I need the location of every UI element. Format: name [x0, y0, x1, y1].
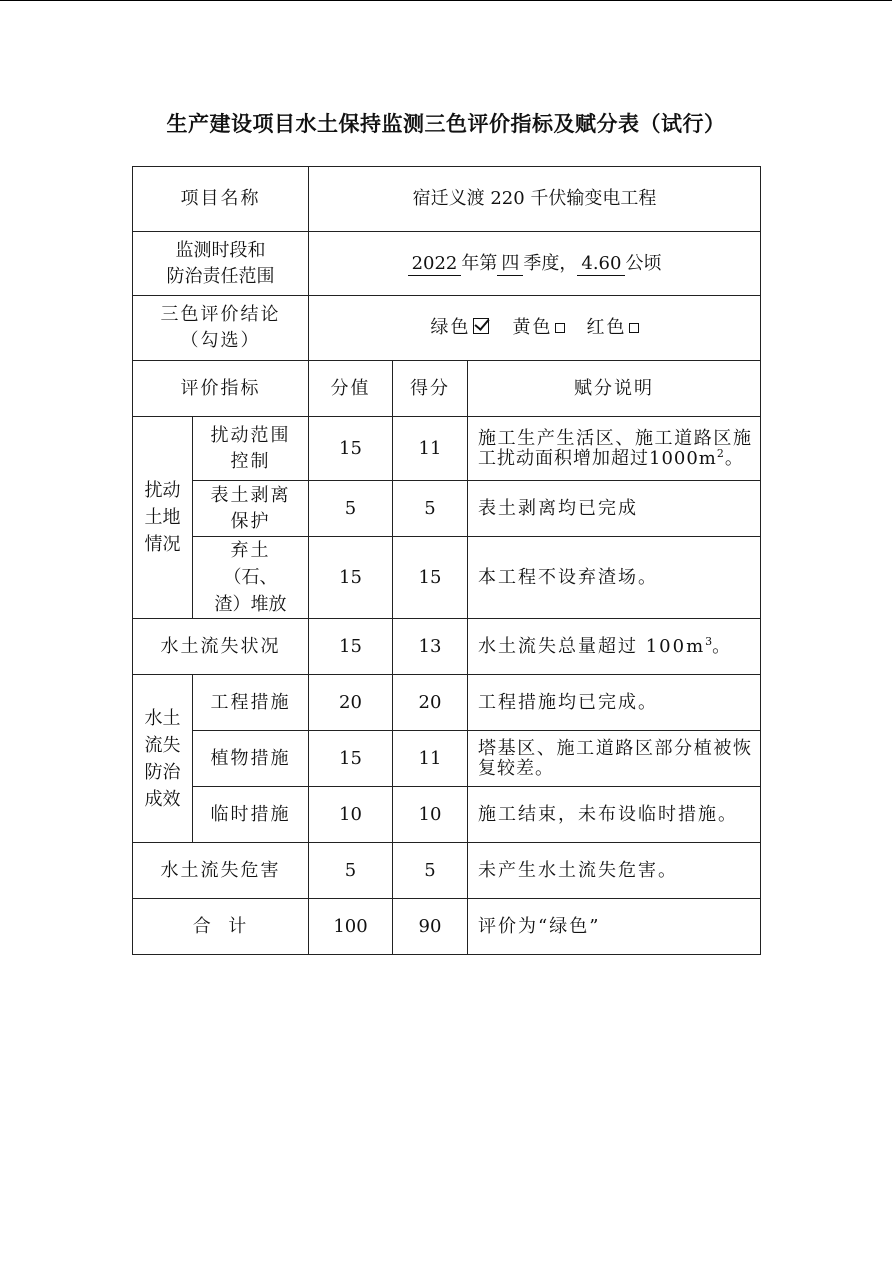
row-score: 10	[393, 787, 468, 843]
row-desc-tail: 。	[724, 447, 744, 469]
row-value: 15	[309, 731, 393, 787]
period-area: 4.60	[577, 253, 625, 276]
table-row	[133, 537, 761, 619]
project-name-value: 宿迁义渡 220 千伏输变电工程	[309, 167, 761, 232]
row-name	[193, 417, 309, 481]
option-green-label: 绿色	[430, 317, 471, 338]
document-title: 生产建设项目水土保持监测三色评价指标及赋分表（试行）	[166, 111, 726, 136]
total-row	[133, 899, 761, 955]
row-desc: 塔基区、施工道路区部分植被恢复较差。	[468, 731, 761, 787]
conclusion-options	[309, 296, 761, 361]
row-name	[193, 481, 309, 537]
conclusion-row	[133, 296, 761, 361]
header-score-value: 分值	[309, 361, 393, 417]
header-score-got: 得分	[393, 361, 468, 417]
page-top-border	[0, 0, 892, 1]
period-quarter: 四	[497, 253, 523, 276]
row-desc	[468, 619, 761, 675]
option-red-label: 红色	[586, 317, 627, 338]
row-name-line1: 扰动范围	[210, 424, 291, 446]
period-label-line1: 监测时段和	[175, 239, 266, 261]
row-name-line1: 表土剥离	[210, 484, 291, 506]
row-name	[193, 537, 309, 619]
table-row	[133, 619, 761, 675]
monitoring-period-row	[133, 232, 761, 296]
row-name: 工程措施	[193, 675, 309, 731]
table-header-row	[133, 361, 761, 417]
table-row	[133, 843, 761, 899]
row-score: 13	[393, 619, 468, 675]
row-desc: 未产生水土流失危害。	[468, 843, 761, 899]
project-name-label: 项目名称	[133, 167, 309, 232]
row-desc: 表土剥离均已完成	[468, 481, 761, 537]
row-desc-superscript: 3	[705, 634, 713, 648]
row-name-line1: 弃土	[230, 540, 271, 561]
total-value: 100	[309, 899, 393, 955]
row-score: 5	[393, 481, 468, 537]
option-green-checkbox-checked-icon[interactable]	[473, 318, 489, 334]
evaluation-table	[132, 166, 761, 955]
total-label: 合 计	[133, 899, 309, 955]
period-year: 2022	[408, 253, 462, 276]
row-score: 11	[393, 731, 468, 787]
row-value: 5	[309, 481, 393, 537]
row-score: 20	[393, 675, 468, 731]
header-indicator: 评价指标	[133, 361, 309, 417]
row-name-wrap	[211, 537, 291, 618]
table-row	[133, 675, 761, 731]
row-desc-text: 水土流失总量超过 100m	[478, 635, 706, 657]
group-disturbance-label: 扰动土地情况	[144, 480, 181, 555]
row-desc-text: 施工生产生活区、施工道路区施工扰动面积增加超过1000m	[478, 427, 753, 469]
period-year-suffix: 年第	[461, 252, 498, 274]
group-prevention	[133, 675, 193, 843]
header-explanation: 赋分说明	[468, 361, 761, 417]
table-row	[133, 417, 761, 481]
row-name-line2: 控制	[230, 450, 271, 472]
row-name: 水土流失状况	[133, 619, 309, 675]
row-desc	[468, 417, 761, 481]
period-quarter-suffix: 季度，	[523, 252, 578, 274]
row-name-line3: 渣）堆放	[214, 594, 287, 615]
group-prevention-label: 水土流失防治成效	[144, 707, 181, 810]
table-row	[133, 731, 761, 787]
row-desc: 本工程不设弃渣场。	[468, 537, 761, 619]
period-area-unit: 公顷	[625, 252, 662, 274]
row-name: 临时措施	[193, 787, 309, 843]
row-score: 11	[393, 417, 468, 481]
table-row	[133, 481, 761, 537]
project-name-row	[133, 167, 761, 232]
row-desc-superscript: 2	[716, 446, 725, 460]
table-row	[133, 787, 761, 843]
conclusion-label-line1: 三色评价结论	[160, 304, 281, 325]
row-value: 10	[309, 787, 393, 843]
row-desc: 施工结束，未布设临时措施。	[468, 787, 761, 843]
row-value: 20	[309, 675, 393, 731]
row-name: 水土流失危害	[133, 843, 309, 899]
conclusion-label-line2: （勾选）	[180, 330, 261, 351]
row-value: 15	[309, 417, 393, 481]
total-desc: 评价为“绿色”	[468, 899, 761, 955]
monitoring-period-value	[309, 232, 761, 296]
option-red-checkbox-icon[interactable]	[629, 323, 639, 333]
row-score: 5	[393, 843, 468, 899]
row-value: 15	[309, 537, 393, 619]
row-value: 5	[309, 843, 393, 899]
row-name-line2: 保护	[230, 510, 271, 532]
conclusion-label	[133, 296, 309, 361]
row-desc-tail: 。	[712, 635, 731, 657]
period-label-line2: 防治责任范围	[166, 265, 275, 287]
option-yellow-label: 黄色	[512, 317, 553, 338]
row-name-line2: （石、	[223, 567, 278, 588]
group-disturbance	[133, 417, 193, 619]
row-name: 植物措施	[193, 731, 309, 787]
monitoring-period-label	[133, 232, 309, 296]
row-value: 15	[309, 619, 393, 675]
total-score: 90	[393, 899, 468, 955]
row-desc: 工程措施均已完成。	[468, 675, 761, 731]
option-yellow-checkbox-icon[interactable]	[555, 323, 565, 333]
row-score: 15	[393, 537, 468, 619]
